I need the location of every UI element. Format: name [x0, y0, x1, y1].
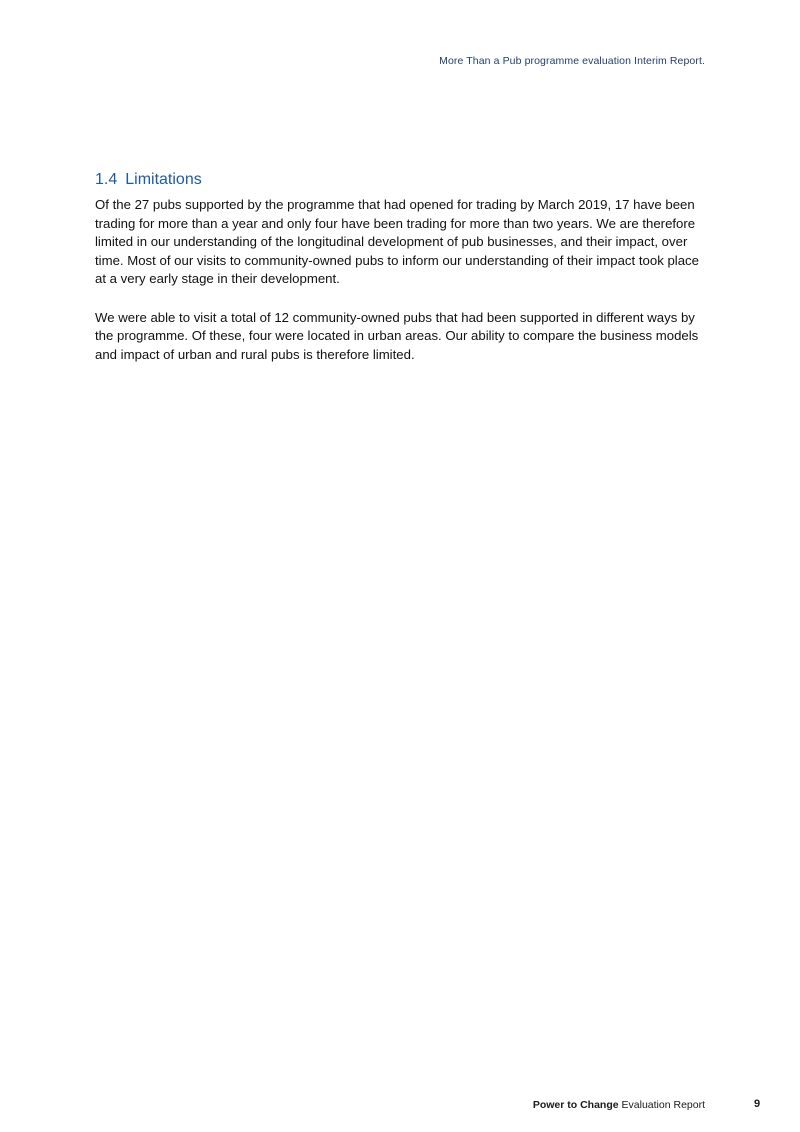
running-header: More Than a Pub programme evaluation Interim Report.: [439, 55, 705, 67]
paragraph-1: Of the 27 pubs supported by the programme that had opened for trading by March 2019, 17 have been trading for more than a year and only four have been trading for more than two years. We are therefore limited in our understanding of the longitudinal development of pub businesses, and their impact, over time. Most of our visits to community-owned pubs to inform our understanding of their impact took place at a very early stage in their development.: [95, 197, 699, 286]
section-heading: [95, 169, 710, 191]
footer-brand: Power to Change: [532, 1099, 619, 1111]
footer-report-label: Evaluation Report: [621, 1099, 705, 1111]
footer: [533, 1099, 705, 1111]
section-number: 1.4: [95, 171, 118, 188]
page-number: 9: [754, 1098, 761, 1110]
paragraph-2: We were able to visit a total of 12 community-owned pubs that had been supported in different ways by the programme. Of these, four were located in urban areas. Our ability to compare the business models and impact of urban and rural pubs is therefore limited.: [95, 309, 699, 362]
section-title: Limitations: [125, 171, 202, 188]
section-limitations: [95, 169, 710, 384]
